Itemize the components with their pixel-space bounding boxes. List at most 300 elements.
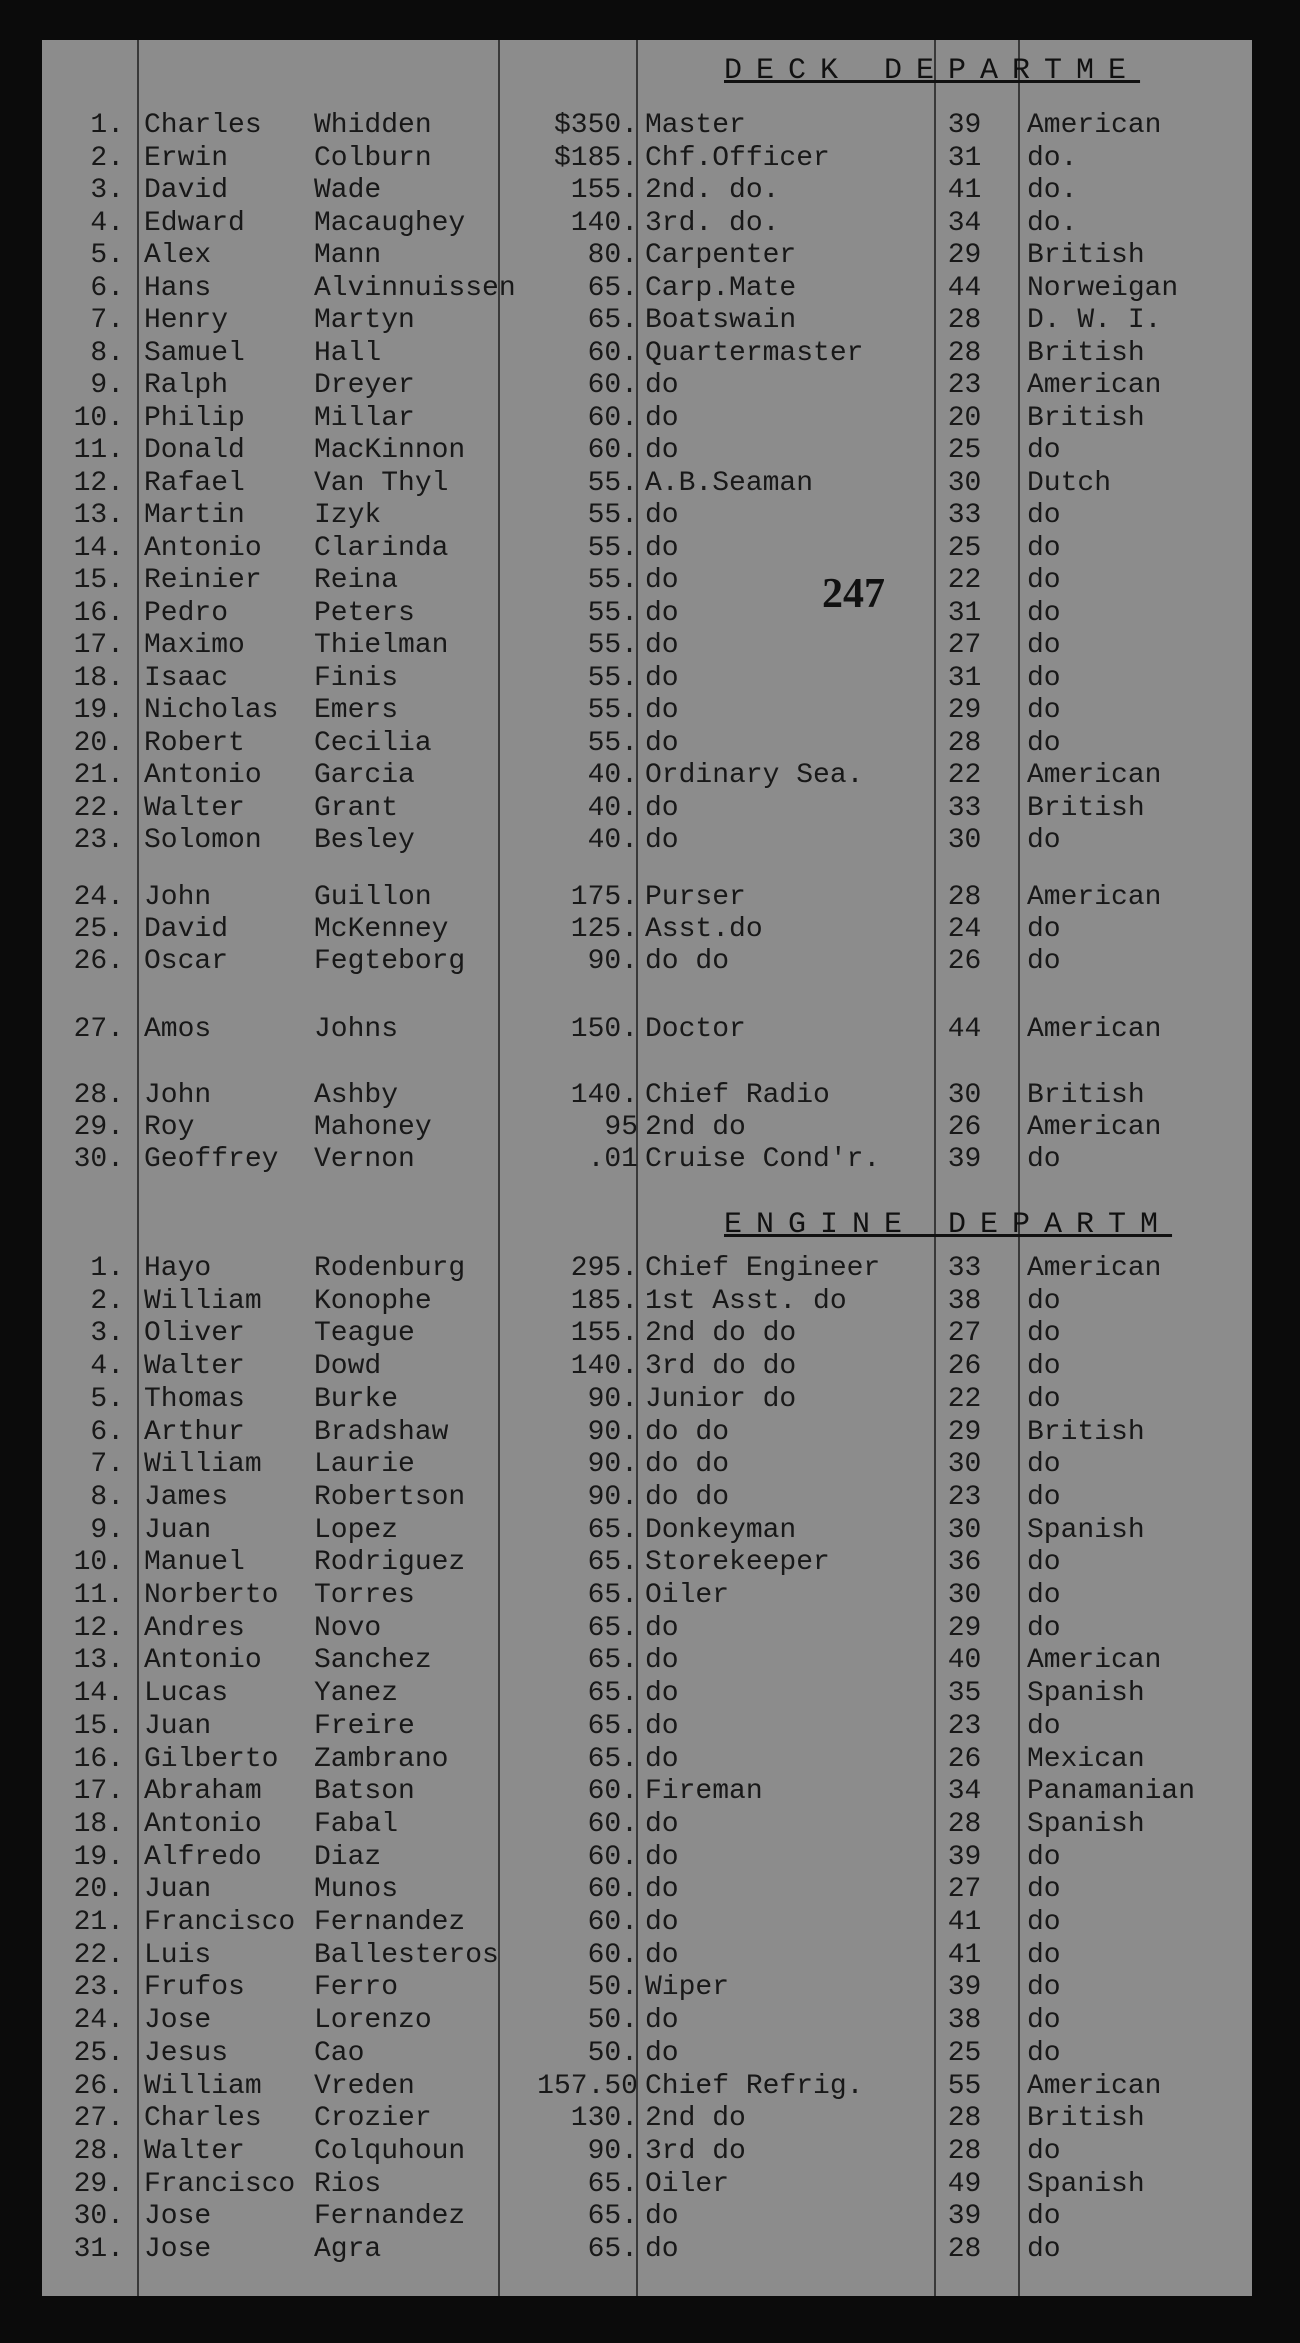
crew-rating: Doctor	[645, 1014, 746, 1045]
crew-num: 3.	[90, 1318, 124, 1350]
crew-last: Laurie	[314, 1449, 415, 1481]
crew-age: 44	[947, 1014, 982, 1045]
crew-age: 33	[947, 792, 982, 824]
crew-first: Amos	[144, 1014, 212, 1045]
crew-wage: 140.	[570, 1080, 638, 1111]
crew-age: 33	[947, 1253, 982, 1284]
crew-first: Abraham	[144, 1776, 262, 1808]
crew-first: Juan	[144, 1874, 212, 1906]
crew-num: 25.	[73, 914, 124, 945]
crew-first: Alex	[144, 240, 212, 271]
crew-row	[42, 1940, 1252, 1972]
crew-first: Gilberto	[144, 1743, 279, 1775]
crew-last: Grant	[314, 792, 399, 824]
crew-nat: Spanish	[1027, 1514, 1145, 1546]
page-number: 247	[822, 571, 885, 617]
crew-row	[42, 2103, 1252, 2135]
crew-first: Luis	[144, 1939, 212, 1971]
crew-last: Mahoney	[314, 1112, 432, 1143]
crew-nat: British	[1027, 337, 1145, 369]
crew-age: 36	[947, 1547, 982, 1579]
crew-wage: 55.	[587, 630, 638, 661]
crew-num: 12.	[73, 1612, 124, 1644]
crew-num: 5.	[90, 1383, 124, 1415]
crew-rating: do	[645, 1874, 679, 1906]
crew-nat: do	[1027, 435, 1061, 466]
crew-nat: do	[1027, 1449, 1061, 1481]
crew-rating: 3rd. do.	[645, 207, 780, 239]
crew-wage: .01	[587, 1144, 638, 1175]
crew-rating: Asst.do	[645, 914, 763, 945]
crew-row	[42, 1014, 1252, 1046]
crew-first: Frufos	[144, 1972, 245, 2004]
crew-first: William	[144, 1449, 262, 1481]
crew-age: 23	[947, 370, 982, 401]
crew-last: MacKinnon	[314, 435, 466, 466]
crew-nat: do	[1027, 2234, 1061, 2265]
crew-first: Francisco	[144, 2168, 296, 2200]
crew-nat: Dutch	[1027, 467, 1112, 499]
crew-nat: do	[1027, 1318, 1061, 1350]
crew-wage: 125.	[570, 914, 638, 945]
crew-num: 16.	[73, 597, 124, 629]
crew-wage: 295.	[570, 1253, 638, 1284]
crew-last: Van Thyl	[314, 467, 449, 499]
crew-wage: 55.	[587, 727, 638, 759]
crew-age: 25	[947, 435, 982, 466]
crew-wage: 55.	[587, 467, 638, 499]
crew-last: Cao	[314, 2037, 365, 2069]
crew-first: Jose	[144, 2234, 212, 2265]
crew-last: Batson	[314, 1776, 415, 1808]
crew-nat: do	[1027, 532, 1061, 564]
crew-rating: Chief Engineer	[645, 1253, 881, 1284]
crew-rating: do	[645, 435, 679, 466]
crew-last: Lopez	[314, 1514, 399, 1546]
crew-row	[42, 500, 1252, 532]
crew-nat: do	[1027, 1874, 1061, 1906]
crew-wage: 65.	[587, 1514, 638, 1546]
crew-last: Fabal	[314, 1808, 399, 1840]
crew-wage: 40.	[587, 825, 638, 856]
crew-nat: do	[1027, 1972, 1061, 2004]
crew-last: Cecilia	[314, 727, 432, 759]
crew-first: Thomas	[144, 1383, 245, 1415]
crew-first: Donald	[144, 435, 245, 466]
crew-nat: American	[1027, 760, 1162, 791]
crew-age: 26	[947, 946, 982, 977]
crew-age: 49	[947, 2168, 982, 2200]
crew-last: Mann	[314, 240, 382, 271]
crew-first: John	[144, 1080, 212, 1111]
crew-nat: do	[1027, 2201, 1061, 2233]
crew-wage: 175.	[570, 882, 638, 913]
crew-num: 26.	[73, 2070, 124, 2102]
crew-age: 23	[947, 1710, 982, 1742]
crew-rating: do	[645, 662, 679, 694]
crew-first: Roy	[144, 1112, 195, 1143]
crew-nat: do	[1027, 1841, 1061, 1873]
crew-last: Johns	[314, 1014, 399, 1045]
crew-num: 4.	[90, 1351, 124, 1383]
crew-rating: Chief Refrig.	[645, 2070, 864, 2102]
crew-age: 28	[947, 2103, 982, 2135]
crew-last: Peters	[314, 597, 415, 629]
crew-age: 22	[947, 565, 982, 596]
crew-first: Juan	[144, 1514, 212, 1546]
crew-num: 6.	[90, 1416, 124, 1448]
crew-first: Jose	[144, 2005, 212, 2037]
crew-num: 10.	[73, 1547, 124, 1579]
crew-row	[42, 565, 1252, 597]
crew-wage: 60.	[587, 435, 638, 466]
crew-nat: do	[1027, 727, 1061, 759]
crew-num: 13.	[73, 1645, 124, 1677]
crew-last: Zambrano	[314, 1743, 449, 1775]
crew-wage: 60.	[587, 402, 638, 434]
crew-first: Hans	[144, 272, 212, 304]
crew-rating: do	[645, 370, 679, 401]
crew-wage: 90.	[587, 1416, 638, 1448]
crew-last: Sanchez	[314, 1645, 432, 1677]
crew-wage: 65.	[587, 1580, 638, 1611]
crew-nat: Spanish	[1027, 1678, 1145, 1710]
crew-age: 30	[947, 1449, 982, 1481]
crew-row	[42, 1080, 1252, 1112]
crew-num: 7.	[90, 305, 124, 336]
crew-num: 21.	[73, 760, 124, 791]
crew-last: Fegteborg	[314, 946, 466, 977]
crew-age: 41	[947, 1939, 982, 1971]
crew-row	[42, 1286, 1252, 1318]
crew-row	[42, 1744, 1252, 1776]
crew-rating: Oiler	[645, 1580, 730, 1611]
crew-wage: 55.	[587, 597, 638, 629]
crew-first: Walter	[144, 1351, 245, 1383]
crew-rating: Carp.Mate	[645, 272, 797, 304]
crew-num: 18.	[73, 1808, 124, 1840]
crew-nat: do	[1027, 1612, 1061, 1644]
crew-num: 4.	[90, 207, 124, 239]
crew-last: Robertson	[314, 1481, 466, 1513]
crew-age: 29	[947, 695, 982, 726]
crew-last: Freire	[314, 1710, 415, 1742]
crew-row	[42, 2005, 1252, 2037]
crew-row	[42, 695, 1252, 727]
crew-age: 28	[947, 337, 982, 369]
crew-last: Alvinnuissen	[314, 272, 516, 304]
crew-first: Antonio	[144, 760, 262, 791]
crew-wage: 60.	[587, 1776, 638, 1808]
crew-last: Ferro	[314, 1972, 399, 2004]
crew-age: 26	[947, 1112, 982, 1143]
crew-num: 30.	[73, 1144, 124, 1175]
crew-row	[42, 728, 1252, 760]
crew-nat: do	[1027, 1144, 1061, 1175]
crew-first: Jose	[144, 2201, 212, 2233]
crew-nat: American	[1027, 882, 1162, 913]
crew-row	[42, 2136, 1252, 2168]
crew-wage: 65.	[587, 2234, 638, 2265]
crew-age: 26	[947, 1743, 982, 1775]
engine-department-header: ENGINE DEPARTM	[724, 1208, 1173, 1242]
crew-rating: 2nd do	[645, 2103, 746, 2135]
crew-age: 30	[947, 1514, 982, 1546]
crew-rating: 3rd do	[645, 2135, 746, 2167]
crew-rating: do	[645, 565, 679, 596]
crew-list-document	[42, 40, 1252, 2296]
crew-age: 28	[947, 727, 982, 759]
crew-num: 11.	[73, 435, 124, 466]
crew-wage: 90.	[587, 2135, 638, 2167]
crew-rating: Boatswain	[645, 305, 797, 336]
crew-wage: 150.	[570, 1014, 638, 1045]
crew-num: 20.	[73, 1874, 124, 1906]
crew-age: 31	[947, 597, 982, 629]
crew-row	[42, 1645, 1252, 1677]
crew-age: 34	[947, 207, 982, 239]
crew-row	[42, 370, 1252, 402]
crew-row	[42, 1547, 1252, 1579]
crew-num: 28.	[73, 2135, 124, 2167]
crew-num: 1.	[90, 1253, 124, 1284]
crew-first: Manuel	[144, 1547, 245, 1579]
crew-first: Henry	[144, 305, 229, 336]
crew-nat: do	[1027, 1481, 1061, 1513]
crew-row	[42, 240, 1252, 272]
crew-age: 35	[947, 1678, 982, 1710]
crew-last: Garcia	[314, 760, 415, 791]
crew-rating: do do	[645, 1449, 730, 1481]
crew-rating: 2nd. do.	[645, 175, 780, 206]
crew-rating: do	[645, 1710, 679, 1742]
crew-wage: 65.	[587, 1645, 638, 1677]
crew-last: McKenney	[314, 914, 449, 945]
crew-age: 20	[947, 402, 982, 434]
crew-first: Antonio	[144, 1808, 262, 1840]
crew-nat: do	[1027, 1351, 1061, 1383]
crew-rating: do	[645, 1645, 679, 1677]
crew-num: 2.	[90, 1285, 124, 1317]
crew-num: 29.	[73, 2168, 124, 2200]
crew-first: Charles	[144, 110, 262, 141]
crew-wage: 65.	[587, 1547, 638, 1579]
crew-first: Oliver	[144, 1318, 245, 1350]
crew-num: 27.	[73, 2103, 124, 2135]
crew-rating: do	[645, 2234, 679, 2265]
crew-age: 39	[947, 1841, 982, 1873]
crew-age: 34	[947, 1776, 982, 1808]
crew-last: Ashby	[314, 1080, 399, 1111]
crew-age: 38	[947, 2005, 982, 2037]
crew-first: Charles	[144, 2103, 262, 2135]
crew-row	[42, 882, 1252, 914]
crew-rating: Carpenter	[645, 240, 797, 271]
crew-num: 14.	[73, 1678, 124, 1710]
crew-row	[42, 305, 1252, 337]
crew-row	[42, 1711, 1252, 1743]
crew-age: 28	[947, 305, 982, 336]
crew-num: 18.	[73, 662, 124, 694]
crew-num: 22.	[73, 792, 124, 824]
crew-row	[42, 1318, 1252, 1350]
crew-num: 7.	[90, 1449, 124, 1481]
crew-last: Colburn	[314, 142, 432, 174]
crew-row	[42, 208, 1252, 240]
crew-num: 28.	[73, 1080, 124, 1111]
crew-last: Finis	[314, 662, 399, 694]
crew-wage: 55.	[587, 695, 638, 726]
crew-rating: Fireman	[645, 1776, 763, 1808]
crew-age: 38	[947, 1285, 982, 1317]
crew-rating: do	[645, 532, 679, 564]
crew-first: Solomon	[144, 825, 262, 856]
crew-nat: British	[1027, 240, 1145, 271]
crew-first: William	[144, 1285, 262, 1317]
crew-last: Wade	[314, 175, 382, 206]
crew-first: Norberto	[144, 1580, 279, 1611]
crew-row	[42, 793, 1252, 825]
crew-wage: 90.	[587, 1481, 638, 1513]
crew-rating: Chf.Officer	[645, 142, 830, 174]
crew-first: Antonio	[144, 532, 262, 564]
crew-first: Francisco	[144, 1907, 296, 1938]
crew-age: 39	[947, 1972, 982, 2004]
crew-age: 55	[947, 2070, 982, 2102]
crew-wage: 130.	[570, 2103, 638, 2135]
crew-nat: British	[1027, 1080, 1145, 1111]
crew-first: Walter	[144, 792, 245, 824]
crew-first: Antonio	[144, 1645, 262, 1677]
crew-last: Whidden	[314, 110, 432, 141]
crew-row	[42, 1482, 1252, 1514]
crew-age: 30	[947, 1080, 982, 1111]
crew-nat: American	[1027, 110, 1162, 141]
crew-wage: 60.	[587, 337, 638, 369]
crew-num: 6.	[90, 272, 124, 304]
crew-age: 22	[947, 1383, 982, 1415]
crew-first: David	[144, 914, 229, 945]
crew-wage: 60.	[587, 1841, 638, 1873]
crew-nat: do	[1027, 1939, 1061, 1971]
crew-row	[42, 1112, 1252, 1144]
crew-last: Yanez	[314, 1678, 399, 1710]
crew-first: Reinier	[144, 565, 262, 596]
crew-first: Geoffrey	[144, 1144, 279, 1175]
crew-row	[42, 1907, 1252, 1939]
crew-rating: do do	[645, 1416, 730, 1448]
crew-last: Lorenzo	[314, 2005, 432, 2037]
crew-nat: British	[1027, 2103, 1145, 2135]
crew-wage: 65.	[587, 305, 638, 336]
crew-num: 8.	[90, 1481, 124, 1513]
crew-last: Rodriguez	[314, 1547, 466, 1579]
crew-num: 1.	[90, 110, 124, 141]
crew-nat: do	[1027, 825, 1061, 856]
crew-nat: do	[1027, 2135, 1061, 2167]
crew-row	[42, 914, 1252, 946]
crew-age: 28	[947, 2135, 982, 2167]
crew-last: Konophe	[314, 1285, 432, 1317]
crew-wage: 65.	[587, 272, 638, 304]
crew-rating: do	[645, 597, 679, 629]
crew-rating: A.B.Seaman	[645, 467, 814, 499]
crew-last: Burke	[314, 1383, 399, 1415]
crew-wage: 60.	[587, 1808, 638, 1840]
crew-row	[42, 273, 1252, 305]
crew-wage: 50.	[587, 2005, 638, 2037]
crew-row	[42, 143, 1252, 175]
crew-rating: 1st Asst. do	[645, 1285, 847, 1317]
crew-age: 30	[947, 825, 982, 856]
crew-last: Bradshaw	[314, 1416, 449, 1448]
crew-num: 22.	[73, 1939, 124, 1971]
crew-nat: do	[1027, 946, 1061, 977]
crew-row	[42, 435, 1252, 467]
crew-wage: 157.50	[537, 2070, 638, 2102]
crew-row	[42, 825, 1252, 857]
crew-age: 30	[947, 467, 982, 499]
crew-first: Hayo	[144, 1253, 212, 1284]
crew-rating: do	[645, 2201, 679, 2233]
crew-num: 21.	[73, 1907, 124, 1938]
crew-last: Millar	[314, 402, 415, 434]
crew-rating: Quartermaster	[645, 337, 864, 369]
crew-last: Dowd	[314, 1351, 382, 1383]
crew-rating: do	[645, 727, 679, 759]
crew-first: Samuel	[144, 337, 245, 369]
crew-nat: Spanish	[1027, 2168, 1145, 2200]
crew-wage: 40.	[587, 760, 638, 791]
deck-department-header: DECK DEPARTME	[724, 54, 1141, 88]
crew-age: 33	[947, 500, 982, 531]
crew-wage: 155.	[570, 1318, 638, 1350]
crew-rating: do	[645, 1743, 679, 1775]
crew-rating: do	[645, 695, 679, 726]
crew-nat: American	[1027, 1253, 1162, 1284]
crew-age: 31	[947, 142, 982, 174]
crew-rating: 2nd do do	[645, 1318, 797, 1350]
crew-num: 13.	[73, 500, 124, 531]
crew-first: Oscar	[144, 946, 229, 977]
crew-last: Munos	[314, 1874, 399, 1906]
crew-nat: do	[1027, 565, 1061, 596]
crew-last: Colquhoun	[314, 2135, 466, 2167]
crew-first: Ralph	[144, 370, 229, 401]
crew-nat: do	[1027, 630, 1061, 661]
crew-nat: do	[1027, 1580, 1061, 1611]
crew-wage: 65.	[587, 1612, 638, 1644]
crew-rating: Donkeyman	[645, 1514, 797, 1546]
crew-num: 10.	[73, 402, 124, 434]
crew-wage: 155.	[570, 175, 638, 206]
crew-num: 12.	[73, 467, 124, 499]
crew-age: 24	[947, 914, 982, 945]
crew-rating: do	[645, 1841, 679, 1873]
crew-last: Clarinda	[314, 532, 449, 564]
crew-wage: 95	[604, 1112, 638, 1143]
crew-last: Fernandez	[314, 2201, 466, 2233]
crew-row	[42, 1874, 1252, 1906]
crew-wage: 60.	[587, 1874, 638, 1906]
crew-row	[42, 2169, 1252, 2201]
crew-num: 19.	[73, 1841, 124, 1873]
crew-row	[42, 1351, 1252, 1383]
crew-last: Dreyer	[314, 370, 415, 401]
crew-first: Nicholas	[144, 695, 279, 726]
crew-rating: Master	[645, 110, 746, 141]
crew-nat: American	[1027, 1112, 1162, 1143]
